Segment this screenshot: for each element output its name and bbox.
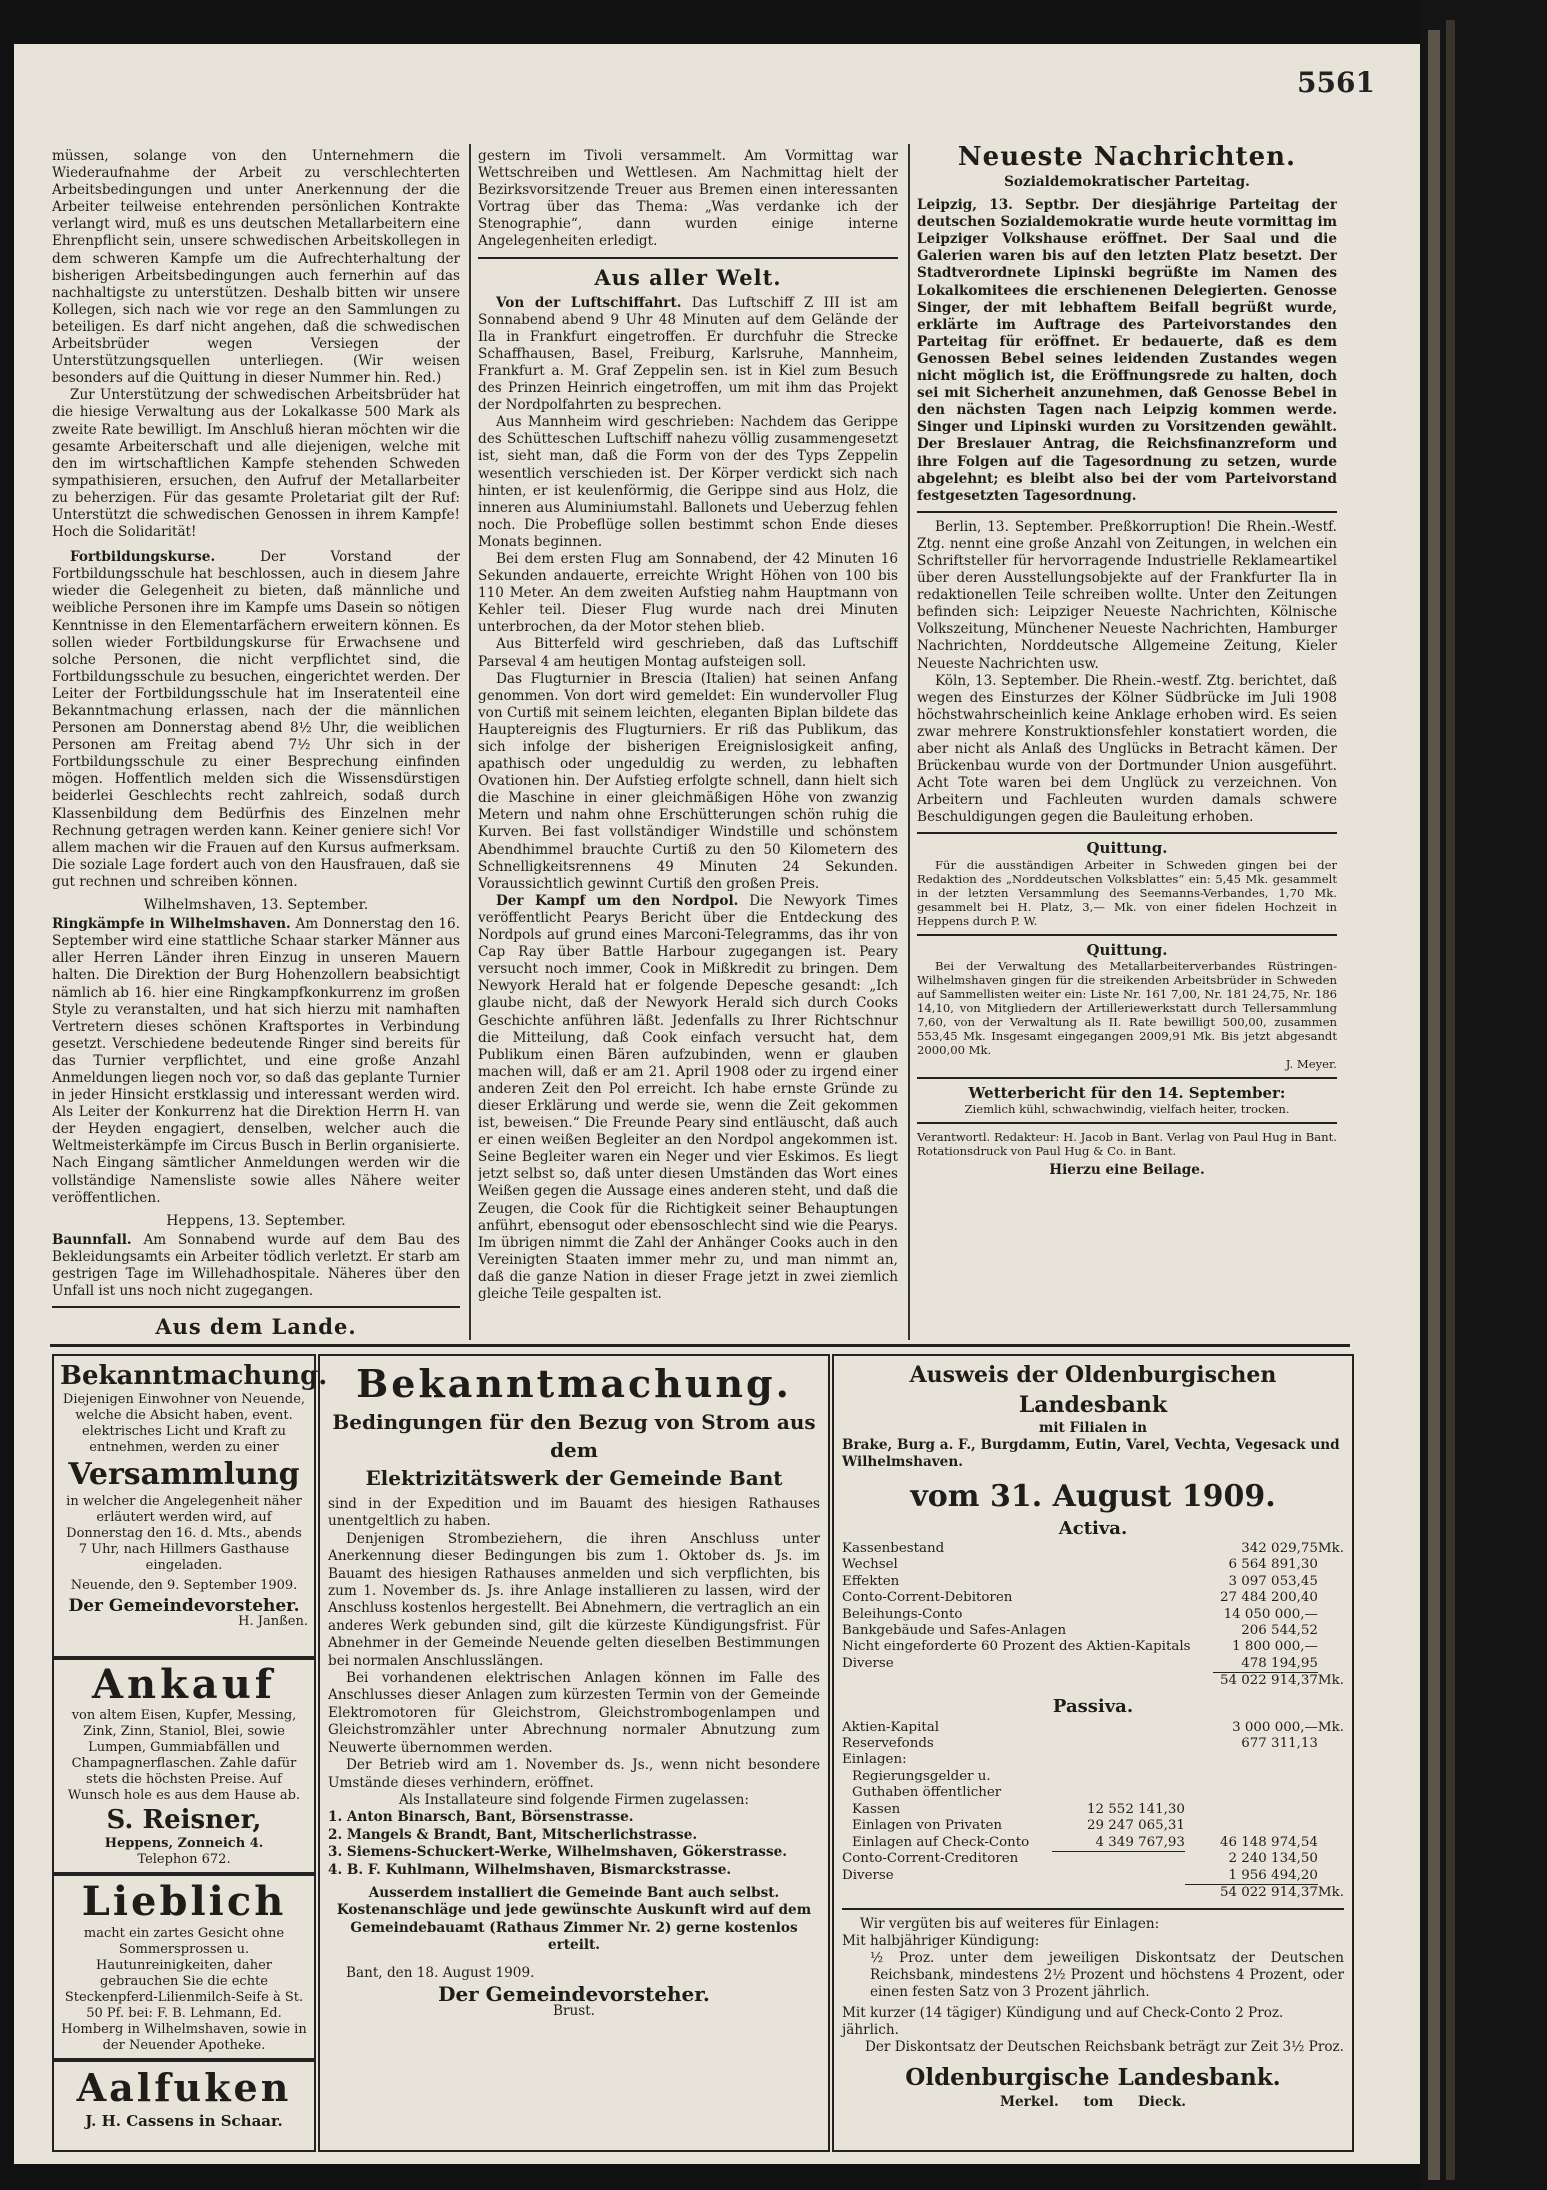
receipt-title: Quittung. bbox=[1086, 839, 1168, 858]
table-row: Beleihungs-Conto 14 050 000,— bbox=[842, 1606, 1318, 1622]
article-parteitag: Leipzig, 13. Septbr. Der diesjährige Parteitag der deutschen Sozialdemokratie wurde heute vormittag im Leipziger Volkshause eröffnet. Der Saal und die Galerien waren bis auf den letzten Platz besetzt. Der Stadtverordnete Lipinski begrüßte im Namen des Lokalkomitees die erschienenen Delegierten. Genosse Singer, der mit lebhaftem Beifall begrüßt wurde, erklärte im Auftrage des Parteivorstandes den Parteitag für eröffnet. Er bedauerte, daß es dem Genossen Bebel seines leidenden Zustandes wegen nicht möglich ist, die Eröffnungsrede zu halten, doch sei mit Sicherheit anzunehmen, daß Genosse Bebel in den nächsten Tagen nach Leipzig kommen werde. Singer und Lipinski wurden zu Vorsitzenden gewählt. Der Breslauer Antrag, die Reichsfinanzreform und ihre Folgen auf die Tagesordnung zu setzen, wurde abgelehnt; es bleibt also bei der vom Parteivorstand festgesetzten Tagesordnung. bbox=[917, 197, 1337, 504]
bank-signatures bbox=[842, 2094, 1344, 2111]
dateline: Wilhelmshaven, 13. September. bbox=[143, 897, 369, 914]
firm-item: 4. B. F. Kuhlmann, Wilhelmshaven, Bismarckstrasse. bbox=[328, 1861, 732, 1878]
section-title: Neueste Nachrichten. bbox=[957, 142, 1297, 172]
divider bbox=[917, 1077, 1337, 1079]
imprint: Verantwortl. Redakteur: H. Jacob in Bant. Verlag von Paul Hug in Bant. Rotationsdruck von Paul Hug & Co. in Bant. bbox=[917, 1129, 1337, 1158]
firm-list bbox=[328, 1809, 820, 1879]
ad-headline: Versammlung bbox=[68, 1457, 300, 1492]
ad-text: Als Installateure sind folgende Firmen zugelassen: bbox=[398, 1791, 750, 1808]
table-row: Einlagen: bbox=[842, 1752, 907, 1768]
ad-address: Heppens, Zonneich 4. bbox=[104, 1836, 264, 1851]
column-latest-news bbox=[917, 140, 1337, 1340]
article-headline: Der Kampf um den Nordpol. bbox=[496, 892, 739, 909]
article-headline: Von der Luftschiffahrt. bbox=[496, 294, 682, 311]
ad-text: ½ Proz. unter dem jeweiligen Diskontsatz der Deutschen Reichsbank, mindestens 2½ Prozent und höchstens 4 Prozent, oder einen festen Satz von 3 Prozent jährlich. bbox=[870, 1949, 1344, 2000]
receipt-text: Für die ausständigen Arbeiter in Schweden gingen bei der Redaktion des „Norddeutschen Volksblattes“ ein: 5,45 Mk. gesammelt in der letzten Versammlung des Seemanns-Verbandes, 1,70 Mk. gesammelt bei H. Platz, 3,— Mk. von einer fidelen Hochzeit in Heppens durch P. W. bbox=[917, 857, 1337, 928]
ad-ankauf bbox=[52, 1658, 316, 1874]
ad-text: Ausserdem installiert die Gemeinde Bant auch selbst. Kostenanschläge und jede gewünschte Auskunft wird auf dem Gemeindebauamt (Rathaus Zimmer Nr. 2) gerne kostenlos erteilt. bbox=[336, 1884, 812, 1954]
ad-title: Ausweis der Oldenburgischen Landesbank bbox=[909, 1362, 1277, 1418]
table-row: Kassenbestand 342 029,75 Mk. bbox=[842, 1541, 1344, 1556]
ad-aalfuken bbox=[52, 2060, 316, 2152]
ad-subtitle: Bedingungen für den Bezug von Strom aus dem bbox=[332, 1410, 816, 1462]
signature: tom Dieck. bbox=[1083, 2093, 1187, 2110]
divider bbox=[917, 511, 1337, 513]
ad-date: Neuende, den 9. September 1909. bbox=[70, 1578, 298, 1593]
firm-item: 2. Mangels & Brandt, Bant, Mitscherlichstrasse. bbox=[328, 1826, 698, 1843]
firm-item: 1. Anton Binarsch, Bant, Börsenstrasse. bbox=[328, 1809, 634, 1826]
passiva-title: Passiva. bbox=[1052, 1695, 1134, 1717]
ad-text: mit Filialen in bbox=[1039, 1420, 1147, 1436]
ad-title: Ankauf bbox=[91, 1661, 277, 1708]
ads-divider bbox=[50, 1344, 1350, 1347]
article-text: gestern im Tivoli versammelt. Am Vormittag war Wettschreiben und Wettlesen. Am Nachmittag hielt der Bezirksvorsitzende Treuer aus Bremen einen interessanten Vortrag über das Thema: „Was verdanke ich der Stenographie“, dann wurden einige interne Angelegenheiten erledigt. bbox=[478, 148, 898, 250]
table-row: Aktien-Kapital 3 000 000,— Mk. bbox=[842, 1719, 1344, 1735]
ad-text: macht ein zartes Gesicht ohne Sommersprossen u. Hautunreinigkeiten, daher gebrauchen Sie die echte Steckenpferd-Lilienmilch-Seife à St. 50 Pf. bei: F. B. Lehmann, Ed. Homberg in Wilhelmshaven, sowie in der Neuender Apotheke. bbox=[61, 1926, 307, 2053]
article-berlin: Berlin, 13. September. Preßkorruption! Die Rhein.-Westf. Ztg. nennt eine große Anzahl von Zeitungen, in welchen ein Schriftsteller für hervorragende Industrielle Reklameartikel über deren Ausstellungsobjekte auf der Frankfurter Ila in redaktionellen Teile schreiben wollte. Unter den Zeitungen befinden sich: Leipziger Neueste Nachrichten, Kölnische Volkszeitung, Münchener Neueste Nachrichten, Hamburger Nachrichten, Norddeutsche Allgemeine Zeitung, Kieler Neueste Nachrichten usw. bbox=[917, 518, 1337, 672]
ad-title: Aalfuken bbox=[76, 2065, 292, 2110]
article-luftschiffahrt bbox=[478, 295, 898, 415]
weather-text: Ziemlich kühl, schwachwindig, vielfach heiter, trocken. bbox=[964, 1101, 1290, 1116]
ad-title: Bekanntmachung. bbox=[60, 1361, 328, 1391]
article-text: Am Sonnabend wurde auf dem Bau des Bekleidungsamts ein Arbeiter tödlich verletzt. Er starb am gestrigen Tage im Willehadhospitale. Näheres über den Unfall ist uns noch nicht zugegangen. bbox=[52, 1231, 460, 1300]
divider bbox=[917, 1122, 1337, 1124]
ad-name: H. Janßen. bbox=[238, 1614, 308, 1629]
ad-bekanntmachung-neuende bbox=[52, 1354, 328, 1658]
ad-text: Bei vorhandenen elektrischen Anlagen können im Falle des Anschlusses dieser Anlagen zum kürzesten Termin von der Gemeinde Elektromotoren für Gleichstrom, Gleichstrombogenlampen und Gleichstromzähler unter Abrechnung normaler Abnutzung zum Neuwerte übernommen werden. bbox=[328, 1670, 820, 1756]
ad-lieblich bbox=[52, 1874, 316, 2060]
section-heading: Aus dem Lande. bbox=[155, 1314, 357, 1338]
article-headline: Fortbildungskurse. bbox=[70, 549, 216, 566]
signature: Merkel. bbox=[999, 2093, 1059, 2110]
column-divider bbox=[908, 144, 910, 1340]
ad-signature: Der Gemeindevorsteher. bbox=[68, 1596, 300, 1616]
column-divider bbox=[469, 144, 471, 1340]
ad-text: Brake, Burg a. F., Burgdamm, Eutin, Varel, Vechta, Vegesack und Wilhelmshaven. bbox=[842, 1437, 1340, 1470]
activa-table bbox=[842, 1541, 1344, 1690]
receipt-signature: J. Meyer. bbox=[1285, 1056, 1337, 1071]
ad-date: vom 31. August 1909. bbox=[910, 1479, 1276, 1514]
activa-title: Activa. bbox=[1058, 1518, 1128, 1539]
article-unfall bbox=[52, 1232, 460, 1300]
supplement-note: Hierzu eine Beilage. bbox=[1049, 1161, 1205, 1178]
receipt-text: Bei der Verwaltung des Metallarbeiterverbandes Rüstringen-Wilhelmshaven gingen für die streikenden Arbeitsbrüder in Schweden auf Sammellisten weiter ein: Liste Nr. 161 7,00, Nr. 181 24,75, Nr. 186 14,10, von Mitgliedern der Artilleriewerkstatt durch Tellersammlung 7,60, von der Verwaltung als II. Rate bewilligt 500,00, zusammen 553,45 Mk. Insgesamt eingegangen 2009,91 Mk. Bis jetzt abgesandt 2000,00 Mk. bbox=[917, 958, 1337, 1057]
firm-item: 3. Siemens-Schuckert-Werke, Wilhelmshaven, Gökerstrasse. bbox=[328, 1844, 787, 1861]
ad-text: Mit kurzer (14 tägiger) Kündigung und auf Check-Conto 2 Proz. jährlich. bbox=[842, 2004, 1284, 2038]
article-headline: Baunnfall. bbox=[52, 1231, 132, 1248]
table-row-total: 54 022 914,37 Mk. bbox=[1219, 1672, 1344, 1689]
divider bbox=[917, 832, 1337, 834]
article-text: Aus Mannheim wird geschrieben: Nachdem das Gerippe des Schütteschen Luftschiff nahezu völlig zusammengesetzt ist, sieht man, daß die Form von der des Typs Zeppelin wesentlich verschieden ist. Der Körper verdickt sich nach hinten, er ist keulenförmig, die Gerippe sind aus Holz, die inneren aus Aluminiumstahl. Ballonets und Ueberzug fehlen noch. Die Probeflüge sollen bestimmt schon Ende dieses Monats beginnen. bbox=[478, 414, 898, 550]
column-local-news bbox=[52, 148, 460, 1338]
weather-title: Wetterbericht für den 14. September: bbox=[968, 1083, 1286, 1102]
section-subtitle: Sozialdemokratischer Parteitag. bbox=[1004, 174, 1250, 190]
table-row: Einlagen von Privaten 29 247 065,31 bbox=[852, 1818, 1185, 1834]
article-fortbildung bbox=[52, 549, 460, 891]
column-world-news bbox=[478, 148, 898, 1340]
ad-text: sind in der Expedition und im Bauamt des hiesigen Rathauses unentgeltlich zu haben. bbox=[328, 1496, 820, 1530]
ad-text: Wir vergüten bis auf weiteres für Einlagen: bbox=[860, 1915, 1160, 1932]
receipt-title: Quittung. bbox=[1086, 940, 1168, 959]
table-row: Nicht eingeforderte 60 Prozent des Aktien-Kapitals 1 800 000,— bbox=[842, 1639, 1318, 1655]
article-text: Die Newyork Times veröffentlicht Pearys Bericht über die Entdeckung des Nordpols auf grund eines Marconi-Telegramms, das ihr von Cap Ray über Battle Harbour zugegangen ist. Peary versucht noch immer, Cook in Mißkredit zu bringen. Dem Newyork Herald hat er folgende Depesche gesandt: „Ich glaube nicht, daß der Newyork Herald sich durch Cooks Geschichte anführen läßt. Jedenfalls zu Ihrer Richtschnur die Mitteilung, daß Cook einfach versucht hat, dem Publikum einen Bären aufzubinden, wenn er glauben machen will, daß er am 21. April 1908 oder zu irgend einer anderen Zeit den Pol erreicht. Ich habe ernste Gründe zu dieser Erklärung und werde sie, wenn die Zeit gekommen ist, beweisen.“ Die Freunde Peary sind entläuscht, daß auch er einen weißen Begleiter an den Nordpol angekommen ist. Seine Begleiter waren ein Neger und vier Eskimos. Es liegt jetzt selbst so, daß unter diesen Umständen das Wort eines Weißen gegen die Aussage eines anderen steht, und daß die Zeugen, die Cook für die Richtigkeit seiner Behauptungen anführt, ebensogut oder ebensoschlecht sind wie die Pearys. Im übrigen nimmt die Zahl der Anhänger Cooks auch in den Vereinigten Staaten immer mehr zu, und man nimmt an, daß die ganze Nation in dieser Frage jetzt in zwei ziemlich gleiche Teile gespalten ist. bbox=[478, 892, 898, 1302]
ad-name: S. Reisner, bbox=[106, 1805, 262, 1835]
article-headline: Ringkämpfe in Wilhelmshaven. bbox=[52, 916, 291, 933]
ad-landesbank bbox=[832, 1354, 1354, 2152]
page-number: 5561 bbox=[1297, 66, 1375, 99]
ad-subtitle: Elektrizitätswerk der Gemeinde Bant bbox=[365, 1466, 783, 1490]
table-row: Diverse 478 194,95 bbox=[842, 1655, 1318, 1671]
ad-title: Bekanntmachung. bbox=[356, 1361, 792, 1406]
ad-text: Der Betrieb wird am 1. November ds. Js., wenn nicht besondere Umstände dieses verhindern, eröffnet. bbox=[328, 1757, 820, 1791]
divider bbox=[917, 934, 1337, 936]
table-row-total: 54 022 914,37 Mk. bbox=[1219, 1884, 1344, 1901]
binding-edge bbox=[1428, 30, 1440, 2180]
book-binding bbox=[1420, 0, 1547, 2190]
ad-text: Mit halbjähriger Kündigung: bbox=[842, 1932, 1040, 1949]
ad-date: Bant, den 18. August 1909. bbox=[346, 1964, 535, 1981]
divider bbox=[842, 1908, 1344, 1910]
ad-signature: Der Gemeindevorsteher. bbox=[438, 1981, 710, 2006]
divider bbox=[52, 1306, 460, 1308]
ad-title: Lieblich bbox=[81, 1878, 287, 1925]
section-heading: Aus aller Welt. bbox=[594, 264, 782, 290]
article-text: Das Luftschiff Z III ist am Sonnabend abend 9 Uhr 48 Minuten auf dem Gelände der Ila in Frankfurt eingetroffen. Er durchfuhr die Strecke Schaffhausen, Basel, Freiburg, Karlsruhe, Mannheim, Frankfurt a. M. Graf Zeppelin sen. ist in Kiel zum Besuch des Prinzen Heinrich eingetroffen, um mit ihm das Projekt der Nordpolfahrten zu besprechen. bbox=[478, 294, 898, 414]
table-row: Conto-Corrent-Creditoren 2 240 134,50 bbox=[842, 1851, 1318, 1867]
ad-phone: Telephon 672. bbox=[137, 1852, 231, 1867]
ad-name: J. H. Cassens in Schaar. bbox=[85, 2112, 283, 2130]
article-text: müssen, solange von den Unternehmern die Wiederaufnahme der Arbeit zu verschlechterten Arbeitsbedingungen und unter Anerkennung der die Arbeiter teilweise entehrenden persönlichen Kontrakte verlangt wird, muß es uns deutschen Metallarbeitern eine Ehrenpflicht sein, unsere schwedischen Arbeitskollegen in dem schweren Kampfe um die Aufrechterhaltung der bisherigen Arbeitsbedingungen auch fernerhin auf das nachhaltigste zu unterstützen. Deshalb bitten wir unsere Kollegen, sich nach wie vor rege an den Sammlungen zu beteiligen. Es darf nicht angehen, daß die schwedischen Arbeitsbrüder wegen Versiegen der Unterstützungsquellen unterliegen. (Wir weisen besonders auf die Quittung in dieser Nummer hin. Red.) bbox=[52, 148, 460, 387]
ad-name: Brust. bbox=[552, 2003, 595, 2020]
ad-text: Diejenigen Einwohner von Neuende, welche die Absicht haben, event. elektrisches Licht und Kraft zu entnehmen, werden zu einer bbox=[62, 1392, 306, 1455]
article-text: Das Flugturnier in Brescia (Italien) hat seinen Anfang genommen. Von dort wird gemeldet: Ein wundervoller Flug von Curtiß mit seinem leichten, eleganten Biplan bildete das Hauptereignis des Flugturniers. Er riß das Publikum, das sich infolge der bisherigen Ereignislosigkeit anfing, apathisch oder ungeduldig zu werden, zu lebhaften Ovationen hin. Der Aufstieg erfolgte schnell, dann hielt sich die Maschine in einer gleichmäßigen Höhe von zwanzig Metern und nahm ohne Erschütterungen schön ruhig die Kurven. Bei fast vollständiger Windstille und schönstem Abendhimmel brauchte Curtiß zu den 50 Kilometern des Schnelligkeitsrennens 49 Minuten 24 Sekunden. Voraussichtlich gewinnt Curtiß den großen Preis. bbox=[478, 670, 898, 892]
article-text: Der Vorstand der Fortbildungsschule hat beschlossen, auch in diesem Jahre wieder die Gelegenheit zu bieten, daß männliche und weibliche Personen ihre im Kampfe ums Dasein so nötigen Kenntnisse in den Elementarfächern erweitern können. Es sollen wieder Fortbildungskurse für Erwachsene und solche Personen, die nicht verpflichtet sind, die Fortbildungsschule zu besuchen, eingerichtet werden. Der Leiter der Fortbildungsschule hat im Inseratenteil eine Bekanntmachung erlassen, nach der die männlichen Personen am Donnerstag abend 8½ Uhr, die weiblichen Personen am Freitag abend 7½ Uhr sich in der Fortbildungsschule zu einer Besprechung einfinden mögen. Hoffentlich melden sich die Wissensdürstigen beiderlei Geschlechts recht zahlreich, sodaß durch Klassenbildung dem Bedürfnis des Einzelnen mehr Rechnung getragen werden kann. Keiner geniere sich! Vor allem machen wir die Frauen auf den Kursus aufmerksam. Die soziale Lage fordert auch von den Hausfrauen, daß sie gut rechnen und schreiben können. bbox=[52, 549, 460, 890]
passiva-table bbox=[842, 1720, 1344, 1902]
ad-text: in welcher die Angelegenheit näher erläutert werden wird, auf Donnerstag den 16. d. Mts., abends 7 Uhr, nach Hillmers Gasthause eingeladen. bbox=[66, 1494, 302, 1573]
ad-text: von altem Eisen, Kupfer, Messing, Zink, Zinn, Staniol, Blei, sowie Lumpen, Gummiabfällen und Champagnerflaschen. Zahle dafür stets die höchsten Preise. Auf Wunsch hole es aus dem Hause ab. bbox=[67, 1708, 301, 1803]
ad-bekanntmachung-bant bbox=[318, 1354, 830, 2152]
newspaper-page bbox=[14, 44, 1454, 2164]
divider bbox=[478, 257, 898, 259]
table-row: Wechsel 6 564 891,30 bbox=[842, 1557, 1318, 1573]
article-text: Bei dem ersten Flug am Sonnabend, der 42 Minuten 16 Sekunden andauerte, erreichte Wright Höhen von 100 bis 110 Meter. An dem zweiten Aufstieg nahm Hauptmann von Kehler teil. Dieser Flug wurde nach drei Minuten unterbrochen, da der Motor stehen blieb. bbox=[478, 550, 898, 636]
article-nordpol bbox=[478, 893, 898, 1303]
binding-edge bbox=[1446, 20, 1455, 2180]
article-text: Zur Unterstützung der schwedischen Arbeitsbrüder hat die hiesige Verwaltung aus der Lokalkasse 500 Mark als zweite Rate bewilligt. Im Anschluß hieran möchten wir die gesamte Arbeiterschaft und alle diejenigen, welche mit den im wirtschaftlichen Kampfe stehenden Schweden sympathisieren, ersuchen, den Aufruf der Metallarbeiter zu beherzigen. Für das gesamte Proletariat gilt der Ruf: Unterstützt die schwedischen Genossen in ihrem Kampfe! Hoch die Solidarität! bbox=[52, 387, 460, 541]
table-row: Effekten 3 097 053,45 bbox=[842, 1573, 1318, 1589]
table-row: Einlagen auf Check-Conto 4 349 767,93 46 148 974,54 bbox=[852, 1834, 1318, 1850]
table-row: Regierungsgelder u. Guthaben öffentlicher Kassen 12 552 141,30 bbox=[852, 1768, 1185, 1817]
ad-text: Der Diskontsatz der Deutschen Reichsbank beträgt zur Zeit 3½ Proz. bbox=[864, 2038, 1344, 2055]
article-text: Aus Bitterfeld wird geschrieben, daß das Luftschiff Parseval 4 am heutigen Montag aufsteigen soll. bbox=[478, 636, 898, 670]
ad-text: Denjenigen Strombeziehern, die ihren Anschluss unter Anerkennung dieser Bedingungen bis zum 1. Oktober ds. Js. im Bauamt des hiesigen Rathauses anmelden und sich verpflichten, bis zum 1. November ds. Js. ihre Anlage installieren zu lassen, wird der Anschluss kostenlos hergestellt. Bei Abnehmern, die vertraglich an ein anderes Werk gebunden sind, gilt die kürzeste Kündigungsfrist. Für Abnehmer in der Gemeinde Neuende gelten dieselben Bestimmungen bei normalen Anschlusslängen. bbox=[328, 1530, 820, 1669]
article-koeln: Köln, 13. September. Die Rhein.-westf. Ztg. berichtet, daß wegen des Einsturzes der Kölner Südbrücke im Juli 1908 höchstwahrscheinlich keine Anklage erhoben wird. Es seien zwar mehrere Konstruktionsfehler konstatiert worden, die aber nicht als Anlaß des Unglücks in Betracht kämen. Der Brückenbau wurde von der Dortmunder Union ausgeführt. Acht Tote waren bei dem Unglück zu verzeichnen. Von Arbeitern und Fachleuten wurden damals schwere Beschuldigungen gegen die Bauleitung erhoben. bbox=[917, 672, 1337, 826]
table-row: Reservefonds 677 311,13 bbox=[842, 1736, 1318, 1752]
table-row: Conto-Corrent-Debitoren 27 484 200,40 bbox=[842, 1590, 1318, 1606]
bank-name: Oldenburgische Landesbank. bbox=[905, 2063, 1281, 2091]
table-row: Diverse 1 956 494,20 bbox=[842, 1867, 1318, 1883]
dateline: Heppens, 13. September. bbox=[166, 1212, 346, 1229]
article-ringkaempfe bbox=[52, 916, 460, 1207]
table-row: Bankgebäude und Safes-Anlagen 206 544,52 bbox=[842, 1623, 1318, 1639]
article-text: Am Donnerstag den 16. September wird eine stattliche Schaar starker Männer aus aller Herren Länder ihren Einzug in unseren Mauern halten. Die Direktion der Burg Hohenzollern beabsichtigt nämlich ab 16. hier eine Ringkampfkonkurrenz im großen Style zu veranstalten, und hat sich hierzu mit namhaften Vertretern dieses schönen Kraftsportes in Verbindung gesetzt. Verschiedene bedeutende Ringer sind bereits für das Turnier verpflichtet, und eine große Anzahl Anmeldungen liegen noch vor, so daß das geplante Turnier in jeder Hinsicht erstklassig und interessant werden wird. Als Leiter der Konkurrenz hat die Direktion Herrn H. van der Heyden engagiert, denselben, welcher auch die Weltmeisterkämpfe im Circus Busch in Berlin organisierte. Nach Eingang sämtlicher Anmeldungen werden wir die vollständige Namensliste sowie alles Nähere weiter veröffentlichen. bbox=[52, 916, 460, 1206]
